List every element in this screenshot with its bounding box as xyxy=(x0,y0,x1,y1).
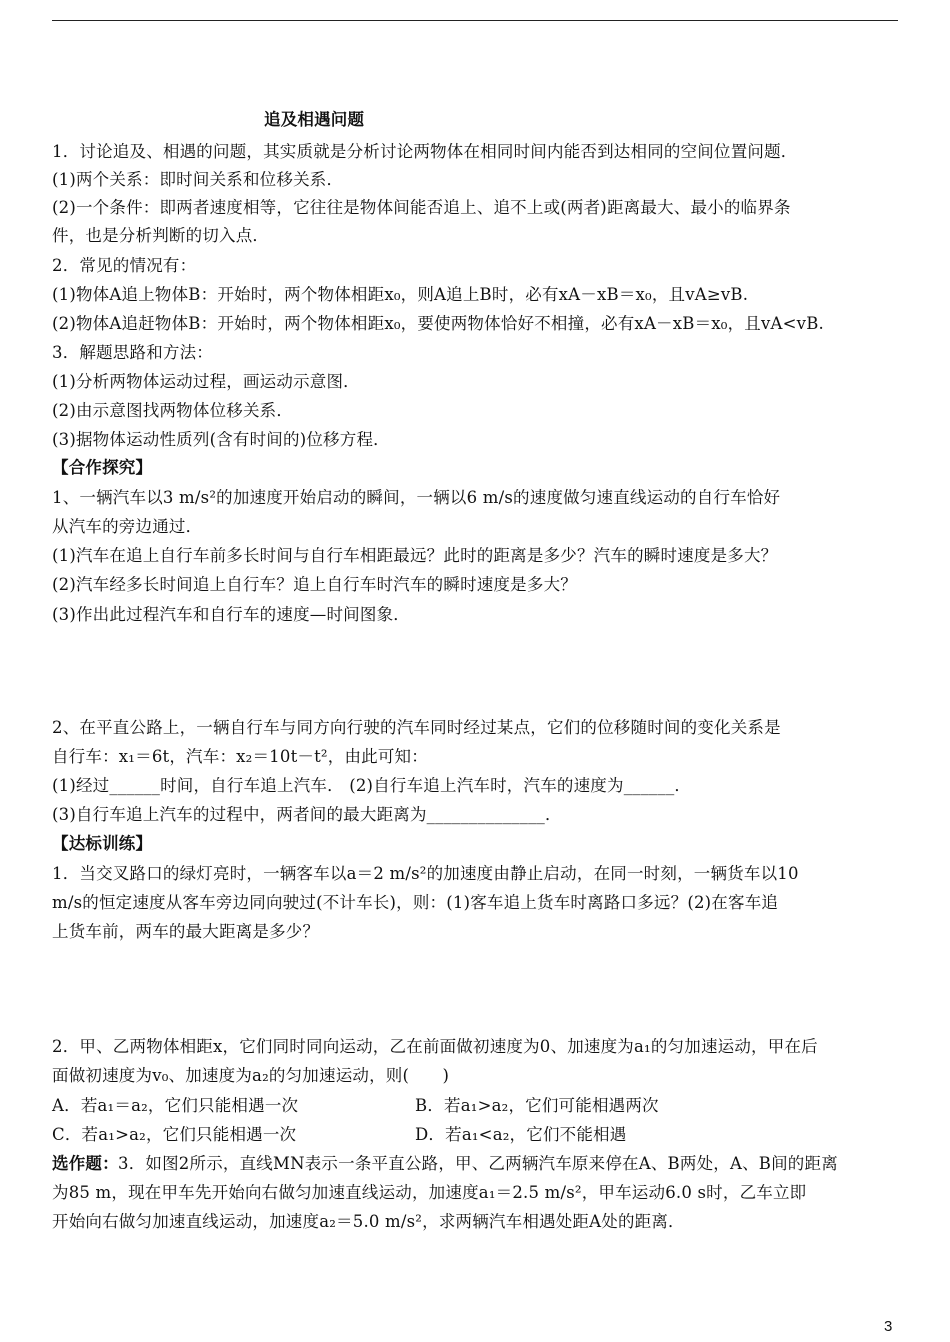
coop-line: (2)汽车经多长时间追上自行车？追上自行车时汽车的瞬时速度是多大？ xyxy=(52,575,577,594)
section-heading-coop: 【合作探究】 xyxy=(52,458,153,477)
coop2-line: 自行车：x₁＝6t，汽车：x₂＝10t－t²，由此可知： xyxy=(52,747,428,766)
train1-line: m/s的恒定速度从客车旁边同向驶过(不计车长)，则：(1)客车追上货车时离路口多远？(2)在客车追 xyxy=(52,893,779,912)
intro-line: 2．常见的情况有： xyxy=(52,256,197,275)
intro-line: (2)由示意图找两物体位移关系． xyxy=(52,401,294,420)
coop2-line: (1)经过______时间，自行车追上汽车． (2)自行车追上汽车时，汽车的速度为______． xyxy=(52,776,692,795)
coop-line: (1)汽车在追上自行车前多长时间与自行车相距最远？此时的距离是多少？汽车的瞬时速度是多大？ xyxy=(52,546,778,565)
section-heading-train: 【达标训练】 xyxy=(52,834,153,853)
coop2-line: (3)自行车追上汽车的过程中，两者间的最大距离为______________． xyxy=(52,805,562,824)
train2-line: 2．甲、乙两物体相距x，它们同时同向运动，乙在前面做初速度为0、加速度为a₁的匀加速运动，甲在后 xyxy=(52,1037,818,1056)
coop-line: 1、一辆汽车以3 m/s²的加速度开始启动的瞬间，一辆以6 m/s的速度做匀速直线运动的自行车恰好 xyxy=(52,488,781,507)
optional-line: 3．如图2所示，直线MN表示一条平直公路，甲、乙两辆汽车原来停在A、B两处，A、B间的距离 xyxy=(118,1154,838,1173)
train1-line: 1．当交叉路口的绿灯亮时，一辆客车以a＝2 m/s²的加速度由静止启动，在同一时刻，一辆货车以10 xyxy=(52,864,799,883)
train2-line: 面做初速度为v₀、加速度为a₂的匀加速运动，则( ) xyxy=(52,1066,450,1085)
optional-line: 为85 m，现在甲车先开始向右做匀加速直线运动，加速度a₁＝2.5 m/s²，甲车运动6.0 s时，乙车立即 xyxy=(52,1183,807,1202)
page-title: 追及相遇问题 xyxy=(264,110,365,129)
intro-line: (2)一个条件：即两者速度相等，它往往是物体间能否追上、追不上或(两者)距离最大、最小的临界条 xyxy=(52,198,791,217)
top-rule xyxy=(52,20,898,21)
intro-line: 1．讨论追及、相遇的问题，其实质就是分析讨论两物体在相同时间内能否到达相同的空间位置问题． xyxy=(52,142,798,161)
coop-line: 从汽车的旁边通过． xyxy=(52,517,203,536)
optional-label: 选作题： xyxy=(52,1154,119,1173)
option-a: A．若a₁＝a₂，它们只能相遇一次 xyxy=(52,1096,299,1115)
option-c: C．若a₁>a₂，它们只能相遇一次 xyxy=(52,1125,297,1144)
page-number: 3 xyxy=(884,1318,893,1335)
option-b: B．若a₁>a₂，它们可能相遇两次 xyxy=(415,1096,659,1115)
coop2-line: 2、在平直公路上，一辆自行车与同方向行驶的汽车同时经过某点，它们的位移随时间的变化关系是 xyxy=(52,718,781,737)
optional-line: 开始向右做匀加速直线运动，加速度a₂＝5.0 m/s²，求两辆汽车相遇处距A处的距离． xyxy=(52,1212,685,1231)
train1-line: 上货车前，两车的最大距离是多少？ xyxy=(52,922,320,941)
option-d: D．若a₁<a₂，它们不能相遇 xyxy=(415,1125,627,1144)
intro-line: (1)物体A追上物体B：开始时，两个物体相距x₀，则A追上B时，必有xA－xB＝x₀，且vA≥vB. xyxy=(52,285,749,304)
intro-line: (3)据物体运动性质列(含有时间的)位移方程． xyxy=(52,430,390,449)
intro-line: 3．解题思路和方法： xyxy=(52,343,213,362)
intro-line: (1)两个关系：即时间关系和位移关系． xyxy=(52,170,344,189)
coop-line: (3)作出此过程汽车和自行车的速度—时间图象． xyxy=(52,605,410,624)
intro-line: (2)物体A追赶物体B：开始时，两个物体相距x₀，要使两物体恰好不相撞，必有xA－xB＝x₀，且vA<vB. xyxy=(52,314,824,333)
intro-line: 件，也是分析判断的切入点． xyxy=(52,226,270,245)
intro-line: (1)分析两物体运动过程，画运动示意图． xyxy=(52,372,360,391)
